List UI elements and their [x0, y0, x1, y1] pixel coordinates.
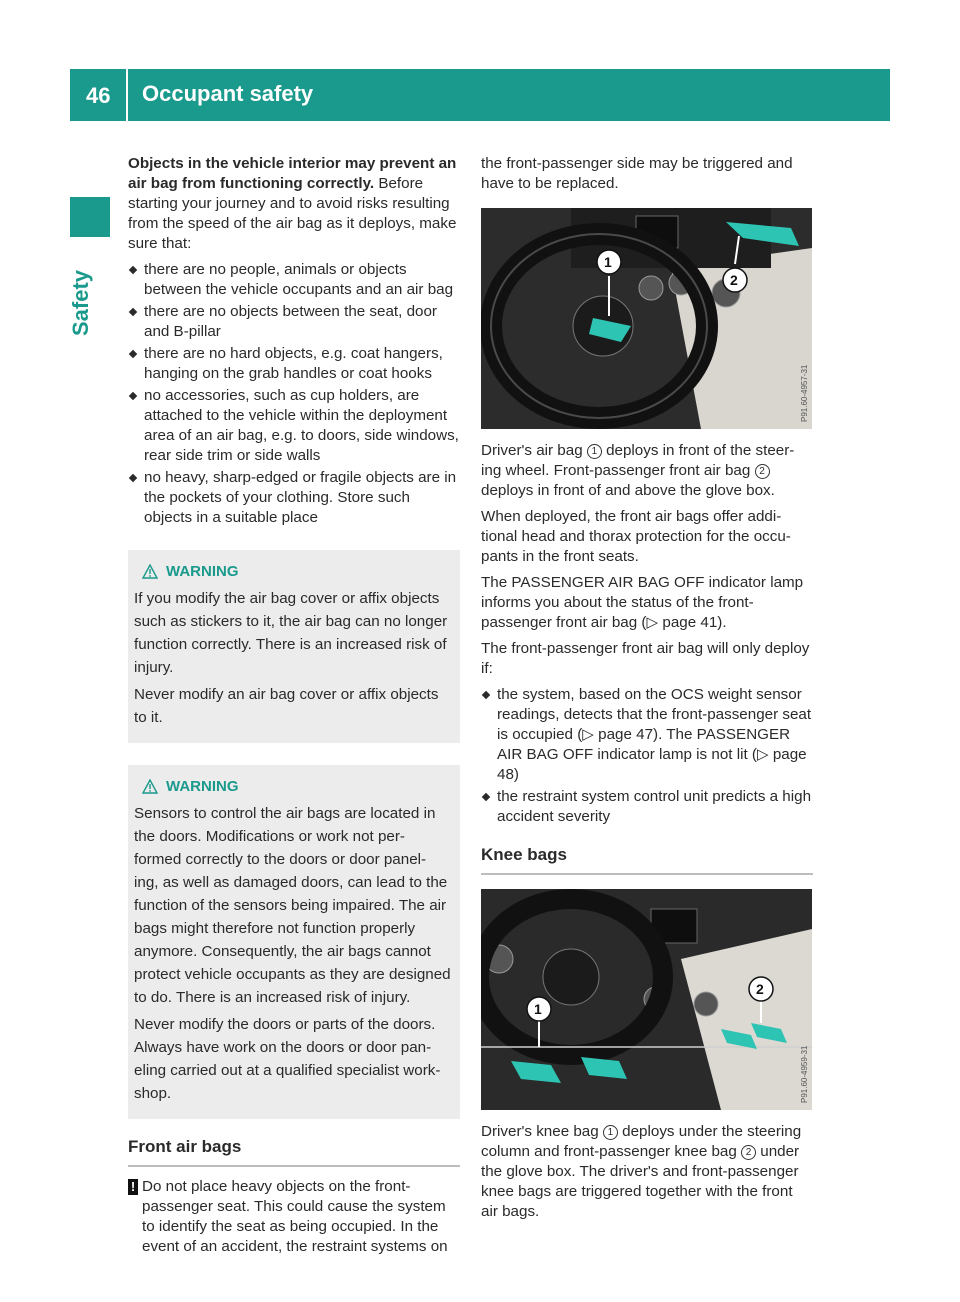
left-column	[128, 154, 460, 1257]
page-number: 46	[86, 83, 111, 108]
callout-marker-1: 1	[603, 1125, 618, 1140]
page-header	[70, 69, 890, 121]
intro-rest: Before starting your journey and to avoid risks resulting from the speed of the air bag as it deploys, make sure that:	[128, 175, 457, 252]
paragraph-deploy-only: The front-passenger front air bag will only deploy if:	[481, 640, 810, 677]
warning-text: If you modify the air bag cover or affix objects such as stickers to it, the air bag can no longer function correctly. There is an increased risk of injury.	[134, 590, 448, 676]
callout-marker-2: 2	[755, 464, 770, 479]
paragraph-deployed: When deployed, the front air bags offer addi- tional head and thorax protection for the occu- pants in the front seats.	[481, 508, 791, 565]
intro-bold: Objects in the vehicle interior may prevent an air bag from functioning correctly.	[128, 155, 457, 192]
note-paragraph	[128, 1177, 460, 1257]
checklist	[128, 260, 460, 528]
callout-2: 2	[730, 272, 738, 288]
image-code: P91.60-4957-31	[800, 364, 809, 422]
section-heading-front-air-bags: Front air bags	[128, 1137, 460, 1167]
callout-marker-1: 1	[587, 444, 602, 459]
warning-heading	[134, 775, 452, 798]
header-divider	[126, 69, 128, 121]
knee-bag-photo	[481, 889, 812, 1110]
paragraph-indicator: The PASSENGER AIR BAG OFF indicator lamp informs you about the status of the front- passenger front air bag (▷ page 41).	[481, 574, 804, 631]
note-text: Do not place heavy objects on the front- passenger seat. This could cause the system to identify the seat as being occupied. In the event of an accident, the restraint systems on	[142, 1178, 448, 1255]
right-column	[481, 154, 813, 1228]
warning-box-cover	[128, 550, 460, 743]
section-tab	[70, 260, 110, 350]
list-item: there are no hard objects, e.g. coat hangers, hanging on the grab handles or coat hooks	[128, 344, 460, 384]
warning-box-doors	[128, 765, 460, 1119]
desc-part: Driver's air bag	[481, 442, 587, 459]
callout-1: 1	[534, 1001, 542, 1017]
list-item: no accessories, such as cup holders, are attached to the vehicle within the deployment area of an air bag, e.g. to doors, side windows, rear side trim or side walls	[128, 386, 460, 466]
desc-part: Driver's knee bag	[481, 1123, 603, 1140]
warning-title: WARNING	[166, 563, 239, 580]
warning-title: WARNING	[166, 778, 239, 795]
image-code: P91.60-4959-31	[800, 1045, 809, 1103]
intro-paragraph	[128, 154, 460, 254]
list-item: there are no people, animals or objects between the vehicle occupants and an air bag	[128, 260, 460, 300]
desc-part: deploys under the steering column and front-passenger knee bag	[481, 1123, 802, 1160]
knee-bag-description	[481, 1122, 813, 1222]
desc-part: deploys in front of the steer- ing wheel. Front-passenger front air bag	[481, 442, 795, 479]
list-item: the restraint system control unit predicts a high accident severity	[481, 787, 813, 827]
section-heading-knee-bags: Knee bags	[481, 845, 813, 875]
callout-marker-2: 2	[741, 1145, 756, 1160]
desc-part: deploys in front of and above the glove box.	[481, 482, 775, 499]
warning-triangle-icon	[142, 564, 158, 579]
list-item: the system, based on the OCS weight sensor readings, detects that the front-passenger seat is occupied (▷ page 47). The PASSENGER AIR BAG OFF indicator lamp is not lit (▷ page 48)	[481, 685, 813, 785]
list-item: no heavy, sharp-edged or fragile objects are in the pockets of your clothing. Store such objects in a suitable place	[128, 468, 460, 528]
warning-triangle-icon	[142, 779, 158, 794]
section-marker	[70, 197, 110, 237]
desc-part: under the glove box. The driver's and front-passenger knee bags are triggered together with the front air bags.	[481, 1143, 800, 1220]
callout-2: 2	[756, 981, 764, 997]
deploy-conditions	[481, 685, 813, 827]
page-title: Occupant safety	[142, 81, 314, 106]
section-label: Safety	[68, 269, 94, 337]
callout-1: 1	[604, 254, 612, 270]
list-item: there are no objects between the seat, door and B-pillar	[128, 302, 460, 342]
warning-heading	[134, 560, 452, 583]
warning-text: Never modify the doors or parts of the doors. Always have work on the doors or door pan- eling carried out at a qualified specialist work- shop.	[134, 1016, 441, 1102]
exclamation-icon: !	[128, 1179, 138, 1195]
front-airbag-photo	[481, 208, 812, 429]
knee-bag-illustration	[481, 889, 812, 1110]
front-airbag-description	[481, 441, 813, 501]
warning-text: Sensors to control the air bags are located in the doors. Modifications or work not per- formed correctly to the doors or door panel- ing, as well as damaged doors, can lead to the function of the sensors being impaired. The air bags might therefore not function properly anymore. Consequently, the air bags cannot protect vehicle occupants as they are designed to do. There is an increased risk of injury.	[134, 805, 451, 1006]
front-airbag-illustration	[481, 208, 812, 429]
continued-text: the front-passenger side may be triggered and have to be replaced.	[481, 155, 793, 192]
warning-text: Never modify an air bag cover or affix objects to it.	[134, 686, 439, 726]
